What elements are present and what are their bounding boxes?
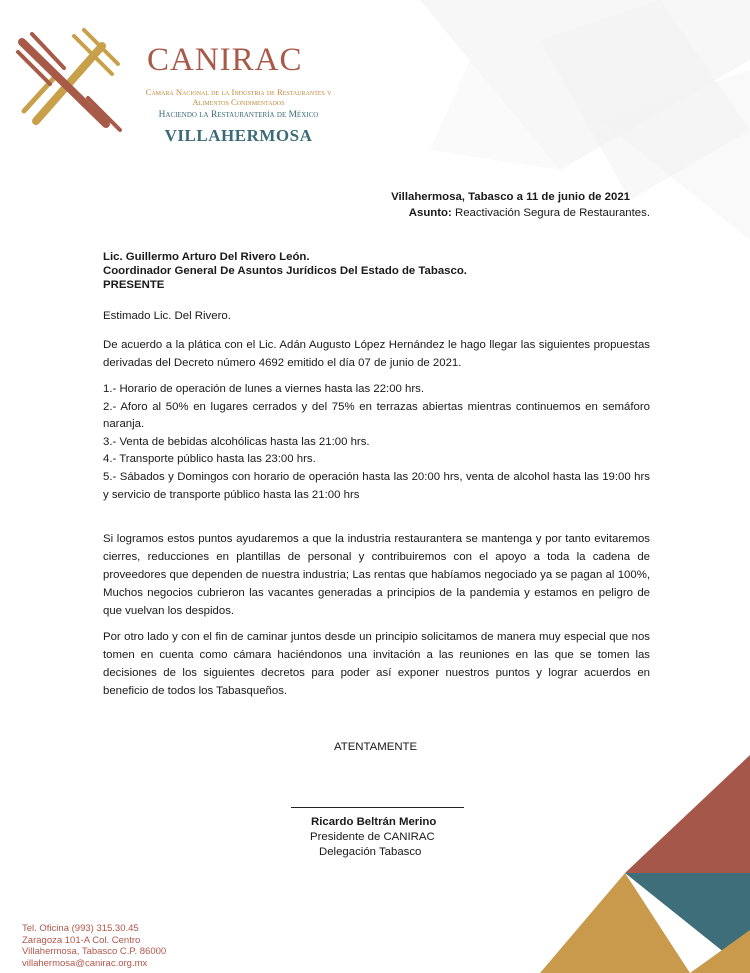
footer-address-2: Villahermosa, Tabasco C.P. 86000 xyxy=(22,946,167,957)
recipient-presente: PRESENTE xyxy=(103,279,165,291)
proposals-list xyxy=(103,381,650,504)
footer-email[interactable]: villahermosa@canirac.org.mx xyxy=(22,957,148,969)
recipient-title: Coordinador General De Asuntos Jurídicos Del Estado de Tabasco. xyxy=(103,265,467,277)
brand-subtitle: Cámara Nacional de la Industria de Restaurantes y Alimentos Condimentados xyxy=(145,87,332,107)
signer-name: Ricardo Beltrán Merino xyxy=(311,816,437,828)
paragraph-text: Por otro lado y con el fin de caminar juntos desde un principio solicitamos de manera muy especial que nos tomen en cuenta como cámara haciéndonos una invitación a las reuniones en las que se tomen las decisiones de los siguientes decretos para poder así exponer nuestros puntos y lograr acuerdos en beneficio de todos los Tabasqueños. xyxy=(103,631,650,697)
intro-text: De acuerdo a la plática con el Lic. Adán Augusto López Hernández le hago llegar las siguientes propuestas derivadas del Decreto número 4692 emitido el día 07 de junio de 2021. xyxy=(103,339,650,369)
brand-name: CANIRAC xyxy=(147,42,303,78)
signature-line xyxy=(291,807,464,808)
footer-phone: Tel. Oficina (993) 315.30.45 xyxy=(22,923,139,934)
paragraph-text: Si logramos estos puntos ayudaremos a que la industria restaurantera se mantenga y por tanto evitaremos cierres, reducciones en plantillas de personal y contribuiremos con el apoyo a toda la cadena de proveedores que dependen de nuestra industria; Las rentas que habíamos negociado ya se pagan al 100%, Muchos negocios cubrieron las vacantes generadas a principios de la pandemia y estamos en peligro de que vuelvan los despidos. xyxy=(103,533,650,617)
footer-address-1: Zaragoza 101-A Col. Centro xyxy=(22,934,141,946)
signer-role: Presidente de CANIRAC xyxy=(310,831,435,843)
greeting: Estimado Lic. Del Rivero. xyxy=(103,310,231,322)
subject-text: Reactivación Segura de Restaurantes. xyxy=(454,207,650,219)
closing: ATENTAMENTE xyxy=(334,741,418,753)
faint-triangle-pattern xyxy=(420,0,750,240)
crossed-forks-logo-icon xyxy=(14,26,126,138)
corner-triangle-rust xyxy=(625,755,750,873)
list-item: 1.- Horario de operación de lunes a viernes hasta las 22:00 hrs. xyxy=(103,383,425,395)
subject-line xyxy=(409,206,650,220)
body-paragraph-1 xyxy=(103,530,650,620)
list-item: 2.- Aforo al 50% en lugares cerrados y del 75% en terrazas abiertas mientras continuemos en semáforo naranja. xyxy=(103,400,650,431)
subject-label: Asunto: xyxy=(408,207,452,219)
signer-delegation: Delegación Tabasco xyxy=(319,846,422,858)
brand-city: VILLAHERMOSA xyxy=(164,126,313,145)
list-item: 5.- Sábados y Domingos con horario de operación hasta las 20:00 hrs, venta de alcohol hasta las 19:00 hrs y servicio de transporte público hasta las 21:00 hrs xyxy=(103,470,650,501)
recipient-name: Lic. Guillermo Arturo Del Rivero León. xyxy=(103,251,310,263)
list-item: 3.- Venta de bebidas alcohólicas hasta las 21:00 hrs. xyxy=(103,435,370,448)
body-paragraph-2 xyxy=(103,628,650,700)
place-date: Villahermosa, Tabasco a 11 de junio de 2021 xyxy=(391,191,630,203)
intro-paragraph xyxy=(103,336,650,372)
footer-contact xyxy=(22,923,166,969)
list-item: 4.- Transporte público hasta las 23:00 hrs. xyxy=(103,453,316,466)
brand-tagline: Haciendo la Restaurantería de México xyxy=(158,110,319,120)
